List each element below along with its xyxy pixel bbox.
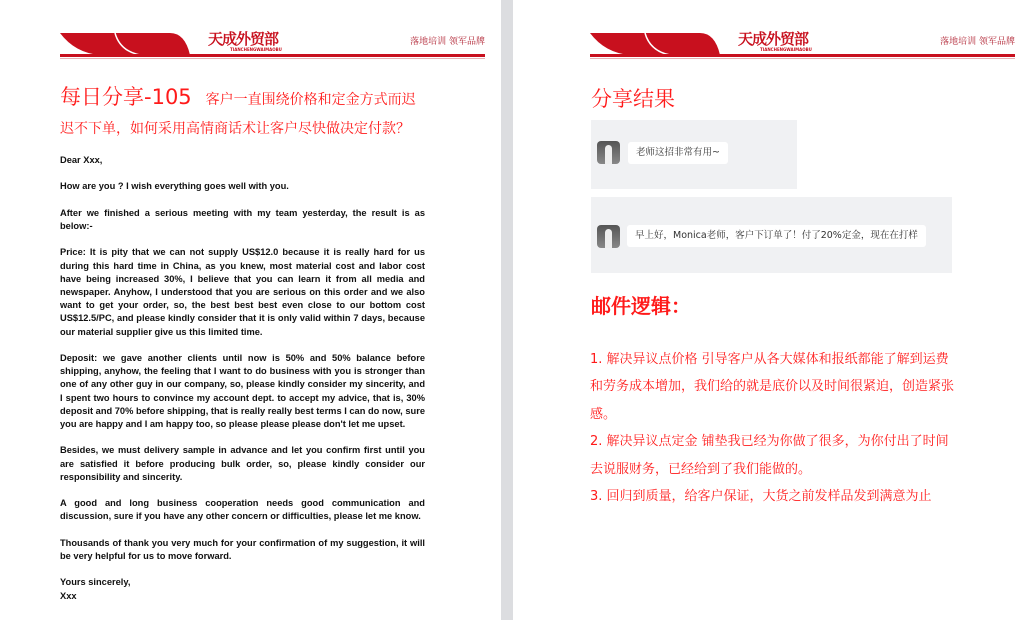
salutation: Dear Xxx, — [60, 155, 103, 165]
paragraph-deposit: Deposit: we gave another clients until now is 50% and 50% balance before shipping, anyhow, the feeling that I want to do business with you is stronger than one of any other guy in our company, so, please kindly consider my sincerity, and I spent two hours to convince my account dept. to accept my advice, that is, 30% deposit and 70% before shipping, that is really really best terms I can do now, sure you are happy and I am happy too, so please please please don't let me upset. — [60, 352, 425, 429]
paragraph: Thousands of thank you very much for your confirmation of my suggestion, it will be very helpful for us to move forward. — [60, 537, 425, 561]
page-subtitle: 客户一直围绕价格和定金方式而迟 — [205, 92, 416, 108]
logo-en: TIANCHENGWAIMAOBU — [230, 47, 282, 52]
logo — [208, 31, 282, 52]
closing: Yours sincerely, — [60, 577, 131, 588]
paragraph: A good and long business cooperation needs good communication and discussion, sure if you have any other concern or difficulties, please let me know. — [60, 498, 425, 522]
section-title: 分享结果 — [591, 87, 675, 111]
page-header — [590, 31, 1015, 59]
page-left — [0, 0, 501, 620]
logo-cn: 天成外贸部 — [208, 30, 279, 48]
page-subtitle-line2: 迟不下单，如何采用高情商话术让客户尽快做决定付款？ — [60, 121, 410, 137]
paragraph: After we finished a serious meeting with my team yesterday, the result is as below:- — [60, 207, 425, 231]
header-rule — [590, 54, 1015, 57]
letter-body — [60, 154, 425, 603]
avatar — [597, 225, 620, 248]
page-title: 每日分享-105 — [60, 85, 192, 109]
logo-cn: 天成外贸部 — [738, 30, 809, 48]
logo — [738, 31, 812, 52]
slogan: 落地培训 领军品牌 — [410, 37, 485, 47]
logic-item: 1. 解决异议点价格 引导客户从各大媒体和报纸都能了解到运费和劳务成本增加，我们给的就是底价以及时间很紧迫，创造紧张感。 — [590, 352, 955, 422]
chat-screenshot — [591, 197, 952, 273]
header-rule — [60, 54, 485, 57]
paragraph-price: Price: It is pity that we can not supply US$12.0 because it is really hard for us during this hard time in China, as you knew, most material cost and labor cost have being increased 30%, I believe that you can learn it from all media and newspaper. Anyhow, I understood that you are serious on this order and we also want to get your order, so, the best best best even close to our bottom cost US$12.5/PC, and please kindly consider that it is only valid within 7 days, because our material supplier give us this limited time. — [60, 247, 425, 337]
slogan: 落地培训 领军品牌 — [940, 37, 1015, 47]
logic-list — [590, 346, 960, 510]
header-rule-thin — [60, 58, 485, 59]
paragraph: How are you ? I wish everything goes well with you. — [60, 181, 289, 192]
chat-bubble: 早上好，Monica老师，客户下订单了！付了20%定金，现在在打样 — [627, 225, 926, 247]
logic-title: 邮件逻辑： — [591, 294, 691, 318]
avatar — [597, 141, 620, 164]
header-rule-thin — [590, 58, 1015, 59]
chat-bubble: 老师这招非常有用~ — [628, 142, 728, 164]
logic-item: 3. 回归到质量，给客户保证，大货之前发样品发到满意为止 — [590, 489, 932, 505]
header-swoosh-icon — [590, 33, 720, 55]
header-swoosh-icon — [60, 33, 190, 55]
page-title-row — [60, 81, 416, 111]
chat-screenshot — [591, 120, 797, 189]
logic-item: 2. 解决异议点定金 铺垫我已经为你做了很多，为你付出了时间去说服财务，已经给到了我们能做的。 — [590, 434, 949, 477]
page-gutter — [501, 0, 513, 620]
paragraph: Besides, we must delivery sample in advance and let you confirm first until you are satisfied it before producing bulk order, so, please kindly consider our responsibility and sincerity. — [60, 445, 425, 482]
page-header — [60, 31, 485, 59]
page-right — [513, 0, 1024, 620]
signature: Xxx — [60, 590, 77, 601]
logo-en: TIANCHENGWAIMAOBU — [760, 47, 812, 52]
